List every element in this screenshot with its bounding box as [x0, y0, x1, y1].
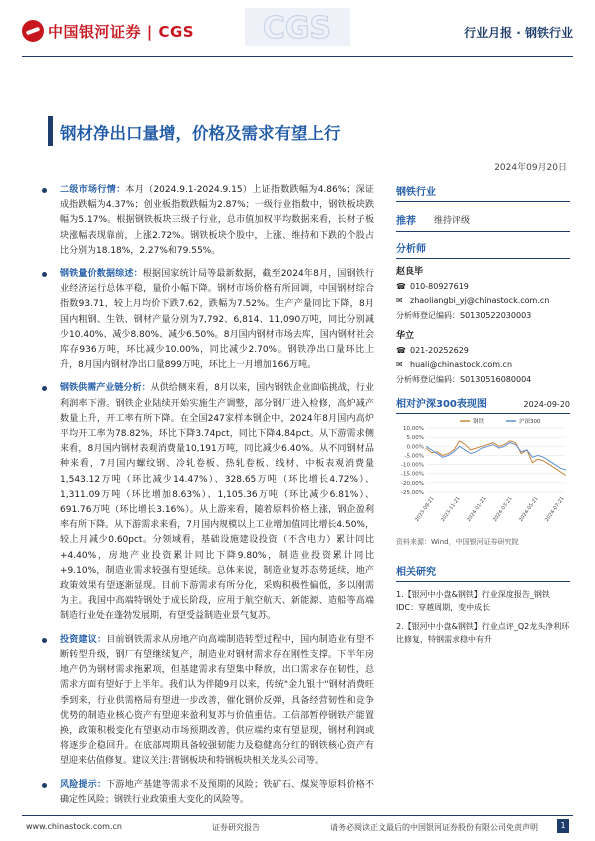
analyst-cert	[396, 309, 570, 324]
chart-header	[396, 395, 570, 414]
paragraph-text: 根据国家统计局等最新数据，截至2024年8月，国钢铁行业经济运行总体平稳，量价小幅下降。钢材市场价格有所回调，中国钢材综合指数93.71，较上月均价下跌7.62，跌幅为7.52%。生产产量同比下降，8月国内粗钢、生铁、钢材产量分别为7,792、6,814、11,090万吨，同比分别减少10.40%、减少8.80%、减少6.50%。8月国内钢材市场去库，国内钢材社会库存936万吨，环比减少10.00%，同比减少2.70%。钢铁净出口量环比上升，8月国内钢材净出口量899万吨，环比上一月增加166万吨。	[60, 269, 374, 371]
page-number: 1	[557, 819, 569, 833]
bullet-icon	[42, 638, 47, 643]
y-tick-label: -10.00%	[401, 462, 424, 469]
email-text[interactable]: huali@chinastock.com.cn	[410, 360, 513, 369]
y-tick-label: 10.00%	[403, 426, 424, 432]
x-tick-label: 2023-11-21	[440, 495, 462, 523]
rating-key: 推荐	[396, 216, 416, 227]
paragraph-lead: 钢铁量价数据综述：	[60, 269, 143, 280]
bullet-icon	[42, 272, 47, 277]
analyst-phone	[396, 280, 570, 295]
sidebar-divider	[396, 231, 570, 232]
relative-performance-chart	[396, 414, 570, 532]
analyst-card	[396, 329, 570, 387]
main-body	[36, 183, 374, 816]
chart-source: 资料来源：Wind，中国银河证券研究院	[396, 538, 519, 546]
footer-divider	[22, 815, 573, 816]
paragraph-text: 本月（2024.9.1-2024.9.15）上证指数跌幅为4.86%；深证成指跌幅为4.37%；创业板指数跌幅为2.87%；一级行业指数中，钢铁板块跌幅为5.17%。根据钢铁板块三级子行业，总市值加权平均数据来看，长材子板块涨幅表现靠前，上涨2.72%。钢铁板块个股中，上涨、维持和下跌的个股占比分别为18.18%，2.27%和79.55%。	[60, 185, 374, 256]
mail-icon: ✉	[396, 360, 403, 369]
rating-row	[396, 208, 570, 231]
phone-icon: ☎	[396, 345, 406, 355]
bullet-icon	[42, 783, 47, 788]
analyst-card	[396, 265, 570, 323]
logo-en: CGS	[158, 23, 195, 41]
phone-text: 010-80927619	[410, 281, 469, 291]
x-tick-label: 2024-05-21	[518, 495, 540, 523]
report-date: 2024年09月20日	[494, 163, 567, 173]
logo	[48, 21, 194, 42]
paragraph-text: 目前钢铁需求从房地产向高端制造转型过程中，国内制造业有望不断转型升级，钢厂有望继续复产，制造业对钢材需求存在刚性支撑。下半年房地产仍为钢材需求拖累项，但基建需求有望集中释放，出口需求存在韧性，总需求方面有望好于上半年。我们认为伴随9月以来，传统"金九银十"钢材消费旺季到来，行业供需格局有望进一步改善，催化钢价反弹，具备经营韧性和竞争优势的制造业核心资产有望迎来盈利复苏与价值重估。工信部暂停钢铁产能置换，政策积极变化有望驱动市场预期改善，供应端约束有望显现，钢材利润或将逐步企稳回升。在底部周期具备较强韧能力及稳健高分红的钢铁核心资产有望迎来估值修复。建议关注:普钢板块和特钢板块相关龙头公司等。	[60, 634, 374, 767]
phone-text: 021-20252629	[410, 345, 469, 355]
x-tick-label: 2024-07-21	[544, 495, 566, 523]
paragraph-lead: 二级市场行情：	[60, 185, 126, 195]
analyst-name: 华立	[396, 331, 415, 341]
paragraph-volume-price	[36, 267, 374, 373]
analyst-name: 赵良毕	[396, 267, 424, 277]
footer-website[interactable]: www.chinastock.com.cn	[26, 822, 122, 831]
y-tick-label: 0.00%	[406, 444, 424, 451]
paragraph-supply-demand	[36, 381, 374, 624]
rating-value: 维持评级	[434, 216, 471, 226]
bullet-icon	[42, 386, 47, 391]
brand-watermark-icon	[245, 8, 350, 46]
related-item[interactable]: 2.【银河中小盘&钢铁】行业点评_Q2龙头净利环比修复，特钢需求稳中有升	[396, 622, 570, 644]
title-accent-bar	[48, 116, 53, 146]
paragraph-investment	[36, 633, 374, 770]
paragraph-text: 从供给侧来看，8月以来，国内钢铁企业面临挑战，行业利润率下滑。钢铁企业陆续开始实施生产调整，部分钢厂进入检修，高炉减产数量上升，开工率有所下降。在全国247家样本钢企中，2024年8月国内高炉平均开工率为78.82%，环比下降3.74pct，同比下降4.84pct。从下游需求侧来看，8月国内钢材表观消费量10,191万吨，同比减少6.40%。从不同钢材品种来看，7月国内螺纹钢、冷轧卷板、热轧卷板、线材、中板表观消费量1,543.12万吨（环比减少14.47%）、328.65万吨（环比增长4.72%）、1,311.09万吨（环比增加8.63%）、1,105.36万吨（环比减少6.81%）、691.76万吨（环比增长3.16%）。从上游来看，随着原料价格上涨，钢企盈利率有所下降。从下游需求来看，7月国内规模以上工业增加值同比增长4.50%，较上月减少0.60pct。分领域看，基础设施建设投资（不含电力）累计同比+4.40%，房地产业投资累计同比下降9.80%，制造业投资累计同比+9.10%，制造业需求较强有望延续。总体来说，制造业复苏态势延续，地产政策效果有望逐渐显现。目前下游需求有所分化，采购积极性偏低，多以刚需为主。我国中高端特钢处于成长阶段，应用于航空航天、新能源、造船等高端制造行业处在蓬勃发展期，有望受益制造业景气复苏。	[60, 383, 374, 622]
legend-label: 钢铁	[473, 419, 485, 425]
brand-watermark-text: CGS	[262, 11, 332, 46]
paragraph-lead: 风险提示：	[60, 779, 107, 790]
paragraph-risk	[36, 778, 374, 808]
y-tick-label: -20.00%	[401, 480, 424, 487]
header-divider	[22, 56, 573, 57]
analysts-heading: 分析师	[396, 240, 570, 259]
cert-text: 分析师登记编码：S0130516080004	[396, 374, 532, 384]
x-tick-label: 2024-03-21	[492, 495, 514, 523]
logo-separator: |	[146, 23, 153, 41]
y-tick-label: -5.00%	[404, 453, 424, 460]
related-item[interactable]: 1.【银河中小盘&钢铁】行业深度报告_钢铁IDC：穿越周期，变中成长	[396, 590, 550, 612]
analyst-cert	[396, 373, 570, 388]
y-tick-label: -25.00%	[401, 490, 424, 496]
x-tick-label: 2024-01-21	[466, 495, 488, 523]
email-text[interactable]: zhaoliangbi_yj@chinastock.com.cn	[410, 296, 550, 305]
paragraph-text: 下游地产基建等需求不及预期的风险；铁矿石、煤炭等原料价格不确定性风险；钢铁行业政策重大变化的风险等。	[60, 779, 374, 805]
cert-text: 分析师登记编码：S0130522030003	[396, 310, 532, 320]
paragraph-lead: 钢铁供需产业链分析：	[60, 383, 151, 394]
chart-heading: 相对沪深300表现图	[396, 399, 487, 410]
page-title: 钢材净出口量增，价格及需求有望上行	[60, 124, 341, 143]
bullet-icon	[42, 188, 47, 193]
y-tick-label: 5.00%	[406, 435, 424, 442]
mail-icon: ✉	[396, 296, 403, 305]
analyst-email[interactable]	[396, 294, 570, 309]
series-line	[426, 443, 566, 471]
analyst-email[interactable]	[396, 358, 570, 373]
footer-disclaimer: 请务必阅读正文最后的中国银河证券股份有限公司免责声明	[330, 823, 538, 832]
x-tick-label: 2023-09-21	[414, 495, 436, 523]
report-type: 行业月报 · 钢铁行业	[464, 26, 573, 40]
footer-doc-type: 证券研究报告	[212, 823, 260, 832]
sidebar	[396, 183, 570, 652]
paragraph-market	[36, 183, 374, 259]
y-tick-label: -15.00%	[401, 471, 424, 478]
phone-icon: ☎	[396, 281, 406, 291]
analyst-phone	[396, 344, 570, 359]
logo-icon	[22, 20, 44, 42]
related-heading: 相关研究	[396, 563, 570, 582]
legend-label: 沪深300	[519, 419, 541, 425]
chart-date: 2024-09-20	[523, 400, 570, 409]
industry-label: 钢铁行业	[396, 183, 570, 202]
logo-cn: 中国银河证券	[48, 23, 142, 41]
paragraph-lead: 投资建议：	[60, 634, 107, 645]
